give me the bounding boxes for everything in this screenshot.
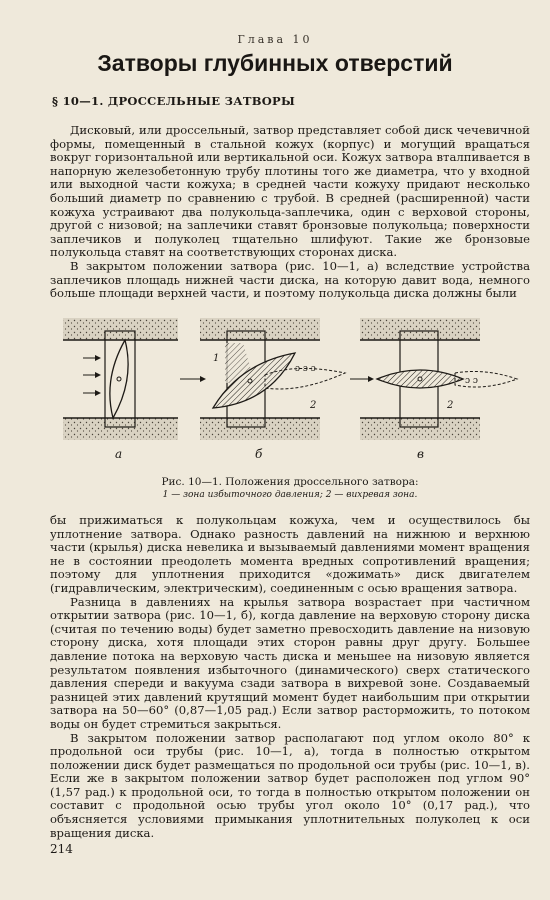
- callout-2: 2: [447, 400, 454, 411]
- figure-caption: [50, 476, 530, 501]
- paragraph: Дисковый, или дроссельный, затвор представляет собой диск чечевичной формы, помещенный в стальной кожух (корпус) и могущий вращаться вокруг горизонтальной или вертикальной оси. Кожух затвора вталпивается в напорную железобетонную трубу плотины того же диаметра, что у входной или выходной части кожуха; в средней части кожуху придают несколько больший диаметр по сравнению с трубой. В средней (расширенной) части кожуха устраивают два полукольца-заплечика, один с верховой стороны, другой с низовой; на заплечики ставят бронзовые полукольца; поверхности заплечиков и полуколец тщательно шлифуют. Такие же бронзовые полукольца ставят на соответствующих сторонах диска.: [50, 123, 530, 260]
- svg-text:ɔ ɔ ɔ: ɔ ɔ ɔ: [295, 364, 316, 374]
- text-after-figure: [50, 514, 530, 840]
- paragraph: Разница в давлениях на крылья затвора возрастает при частичном открытии затвора (рис. 10—1, б), когда давление на верховую сторону диска (считая по течению воды) будет заметно превосходить давление на низовую сторону диска, хотя площади этих сторон равны друг другу. Большее давление потока на верховую часть диска и меньшее на низовую является результатом появления избыточного (динамического) сверх статического давления спереди и вакуума сзади затвора в вихревой зоне. Создаваемый разницей этих давлений крутящий момент будет наибольшим при открытии затвора на 50—60° (0,87—1,05 рад.) Если затвор расторможить, то потоком воды он будет стремиться закрыться.: [50, 594, 530, 731]
- figure-throttle-gate-positions: [55, 313, 525, 473]
- figure-panel-c: [350, 318, 517, 461]
- page-number: 214: [50, 842, 73, 856]
- panel-label-b: б: [255, 447, 263, 461]
- text-before-figure: [50, 124, 530, 301]
- chapter-label: Глава 10: [237, 33, 313, 46]
- section-heading: § 10—1. ДРОССЕЛЬНЫЕ ЗАТВОРЫ: [52, 94, 296, 108]
- callout-2: 2: [310, 400, 317, 411]
- paragraph: В закрытом положении затвора (рис. 10—1, а) вследствие устройства заплечиков площадь нижней части диска, на которую давит вода, немного больше площади верхней части, и поэтому полукольца диска должны были: [50, 258, 530, 301]
- panel-label-a: а: [115, 447, 123, 461]
- callout-1: 1: [213, 353, 220, 364]
- chapter-title: Затворы глубинных отверстий: [97, 50, 453, 76]
- paragraph: В закрытом положении затвор располагают под углом около 80° к продольной оси трубы (рис. 10—1, а), тогда в полностью открытом положении диск будет размещаться по продольной оси трубы (рис. 10—1, в). Если же в закрытом положении затвор будет расположен под углом 90° (1,57 рад.) к продольной оси, то тогда в полностью открытом положении он составит с продольной осью трубы угол около 10° (0,17 рад.), что объясняется условиями примыкания уплотнительных полуколец к оси вращения диска.: [50, 730, 530, 840]
- caption-title: Рис. 10—1. Положения дроссельного затвора:: [161, 476, 419, 488]
- panel-label-c: в: [417, 447, 424, 461]
- svg-text:ɔ ɔ: ɔ ɔ: [465, 376, 478, 386]
- figure-panel-b: [180, 318, 345, 461]
- caption-legend: 1 — зона избыточного давления; 2 — вихревая зона.: [162, 490, 418, 500]
- figure-panel-a: [63, 318, 178, 461]
- paragraph: бы прижиматься к полукольцам кожуха, чем и осуществилось бы уплотнение затвора. Однако разность давлений на нижнюю и верхнюю части (крылья) диска невелика и вызываемый давлениями момент вращения не в состоянии преодолеть момента вредных сопротивлений вращения; поэтому для уплотнения приходится «дожимать» диск двигателем (гидравлическим, электрическим), соединенным с осью вращения затвора.: [50, 513, 530, 595]
